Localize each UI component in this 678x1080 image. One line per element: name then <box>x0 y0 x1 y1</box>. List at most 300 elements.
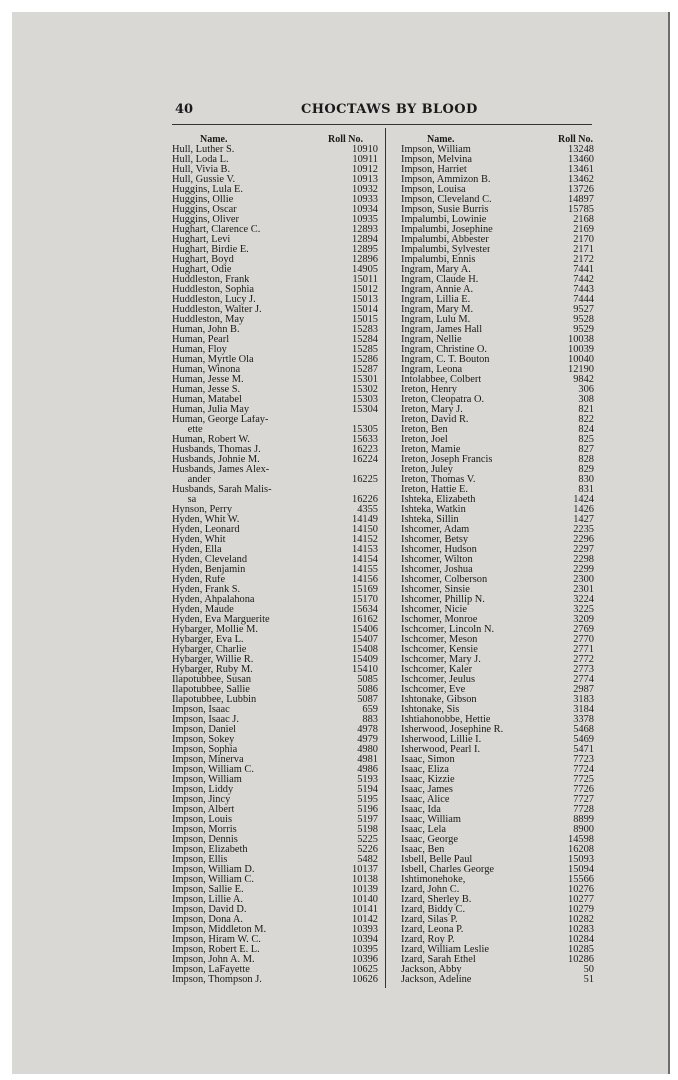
roll-entry <box>401 925 594 935</box>
entry-roll-number: 883 <box>362 714 378 725</box>
entry-roll-number: 7724 <box>573 764 594 775</box>
entry-name: Ishtonake, Gibson <box>401 695 477 705</box>
roll-entry <box>172 815 378 825</box>
roll-entry <box>172 235 378 245</box>
entry-roll-number: 15407 <box>352 634 378 645</box>
roll-entry <box>401 635 594 645</box>
roll-entry <box>172 445 378 455</box>
entry-roll-number: 7725 <box>573 774 594 785</box>
entry-roll-number: 2300 <box>573 574 594 585</box>
roll-entry <box>172 155 378 165</box>
roll-entry <box>401 485 594 495</box>
roll-entry <box>172 875 378 885</box>
entry-name: Ishcomer, Joshua <box>401 565 473 575</box>
roll-entry <box>172 485 378 495</box>
roll-entry <box>401 945 594 955</box>
entry-name: Hyden, Benjamin <box>172 565 246 575</box>
entry-name: Hyden, Ella <box>172 545 222 555</box>
entry-roll-number: 10933 <box>352 194 378 205</box>
entry-roll-number: 15093 <box>568 854 594 865</box>
entry-roll-number: 13460 <box>568 154 594 165</box>
entry-roll-number: 3209 <box>573 614 594 625</box>
roll-entry <box>172 315 378 325</box>
entry-roll-number: 15408 <box>352 644 378 655</box>
entry-name: Isaac, Alice <box>401 795 450 805</box>
entry-roll-number: 10284 <box>568 934 594 945</box>
entry-name: Hynson, Perry <box>172 505 233 515</box>
roll-entry <box>172 335 378 345</box>
entry-name: Hybarger, Willie R. <box>172 655 254 665</box>
roll-entry <box>401 195 594 205</box>
roll-entry <box>172 665 378 675</box>
roll-entry <box>172 795 378 805</box>
roll-entry <box>172 925 378 935</box>
roll-entry <box>401 685 594 695</box>
entry-name: Ishtonake, Sis <box>401 705 460 715</box>
entry-roll-number: 10395 <box>352 944 378 955</box>
roll-entry <box>401 335 594 345</box>
roll-entry <box>401 895 594 905</box>
entry-roll-number: 16224 <box>352 454 378 465</box>
entry-name: Ingram, Claude H. <box>401 275 479 285</box>
roll-entry <box>401 575 594 585</box>
entry-roll-number: 2301 <box>573 584 594 595</box>
entry-roll-number: 2170 <box>573 234 594 245</box>
entry-roll-number: 7442 <box>573 274 594 285</box>
roll-entry <box>172 475 378 485</box>
entry-name: Huggins, Oscar <box>172 205 237 215</box>
entry-roll-number: 10934 <box>352 204 378 215</box>
entry-name: Ilapotubbee, Lubbin <box>172 695 257 705</box>
entry-roll-number: 10139 <box>352 884 378 895</box>
roll-entry <box>172 515 378 525</box>
entry-roll-number: 10277 <box>568 894 594 905</box>
entry-name: Hull, Loda L. <box>172 155 229 165</box>
entry-roll-number: 2772 <box>573 654 594 665</box>
roll-entry <box>401 735 594 745</box>
entry-name: Isbell, Charles George <box>401 865 495 875</box>
roll-entry <box>172 435 378 445</box>
entry-roll-number: 659 <box>362 704 378 715</box>
entry-name: Ireton, Ben <box>401 425 448 435</box>
entry-name: Ingram, Annie A. <box>401 285 474 295</box>
entry-roll-number: 5194 <box>357 784 378 795</box>
entry-name: Impson, Isaac J. <box>172 715 239 725</box>
roll-entry <box>401 155 594 165</box>
entry-roll-number: 10625 <box>352 964 378 975</box>
entry-name: Huggins, Lula E. <box>172 185 243 195</box>
entry-name: Impalumbi, Lowinie <box>401 215 487 225</box>
entry-roll-number: 5196 <box>357 804 378 815</box>
entry-roll-number: 827 <box>578 444 594 455</box>
roll-entry <box>172 945 378 955</box>
entry-roll-number: 2235 <box>573 524 594 535</box>
roll-entry <box>401 835 594 845</box>
name-heading: Name. <box>200 134 228 145</box>
roll-entry <box>401 395 594 405</box>
entry-roll-number: 4979 <box>357 734 378 745</box>
entry-name: Ingram, Nellie <box>401 335 462 345</box>
roll-entry <box>401 215 594 225</box>
roll-entry <box>172 905 378 915</box>
entry-name: ander <box>172 475 211 485</box>
entry-roll-number: 14598 <box>568 834 594 845</box>
entry-name: Impson, Morris <box>172 825 237 835</box>
entry-name: Isaac, William <box>401 815 461 825</box>
entry-roll-number: 15285 <box>352 344 378 355</box>
entry-name: Ingram, Leona <box>401 365 463 375</box>
entry-roll-number: 14155 <box>352 564 378 575</box>
entry-name: Human, Floy <box>172 345 227 355</box>
entry-roll-number: 13462 <box>568 174 594 185</box>
roll-entry <box>401 955 594 965</box>
entry-name: Hyden, Cleveland <box>172 555 248 565</box>
roll-entry <box>172 205 378 215</box>
entry-name: Isbell, Belle Paul <box>401 855 473 865</box>
entry-name: Isherwood, Josephine R. <box>401 725 504 735</box>
entry-name: Impson, Dona A. <box>172 915 243 925</box>
entry-roll-number: 5225 <box>357 834 378 845</box>
entry-name: Human, Jesse S. <box>172 385 241 395</box>
roll-entry <box>401 775 594 785</box>
entry-roll-number: 5195 <box>357 794 378 805</box>
entry-name: Human, Pearl <box>172 335 230 345</box>
entry-name: Ishteka, Watkin <box>401 505 466 515</box>
entry-roll-number: 7443 <box>573 284 594 295</box>
roll-entry <box>401 525 594 535</box>
entry-roll-number: 10137 <box>352 864 378 875</box>
entry-roll-number: 16162 <box>352 614 378 625</box>
roll-entry <box>401 855 594 865</box>
entry-name: Isherwood, Pearl I. <box>401 745 481 755</box>
entry-roll-number: 10142 <box>352 914 378 925</box>
roll-entry <box>401 285 594 295</box>
entry-name: Ishcomer, Betsy <box>401 535 469 545</box>
entry-name: Ischcomer, Kensie <box>401 645 478 655</box>
entry-name: Izard, John C. <box>401 885 460 895</box>
entry-name: Human, Myrtle Ola <box>172 355 254 365</box>
roll-entry <box>172 395 378 405</box>
entry-name: Impson, Liddy <box>172 785 234 795</box>
entry-roll-number: 10911 <box>352 154 378 165</box>
roll-entry <box>401 865 594 875</box>
roll-entry <box>172 495 378 505</box>
roll-entry <box>401 385 594 395</box>
entry-roll-number: 4355 <box>357 504 378 515</box>
entry-roll-number: 10279 <box>568 904 594 915</box>
entry-name: Hyden, Maude <box>172 605 234 615</box>
entry-roll-number: 2773 <box>573 664 594 675</box>
entry-roll-number: 15302 <box>352 384 378 395</box>
entry-name: Impson, Albert <box>172 805 235 815</box>
roll-entry <box>401 715 594 725</box>
roll-entry <box>401 825 594 835</box>
roll-entry <box>172 605 378 615</box>
roll-entry <box>172 775 378 785</box>
entry-name: Human, Robert W. <box>172 435 250 445</box>
roll-entry <box>401 365 594 375</box>
entry-roll-number: 9527 <box>573 304 594 315</box>
roll-entry <box>401 405 594 415</box>
entry-name: Isaac, Lela <box>401 825 446 835</box>
roll-entry <box>401 765 594 775</box>
name-heading: Name. <box>427 134 455 145</box>
entry-name: Impson, Jincy <box>172 795 231 805</box>
entry-name: Impalumbi, Sylvester <box>401 245 491 255</box>
entry-roll-number: 13461 <box>568 164 594 175</box>
roll-entry <box>172 845 378 855</box>
entry-roll-number: 15012 <box>352 284 378 295</box>
entry-name: Ireton, David R. <box>401 415 469 425</box>
entry-name: Ingram, C. T. Bouton <box>401 355 490 365</box>
roll-entry <box>401 905 594 915</box>
entry-roll-number: 1426 <box>573 504 594 515</box>
scanned-page <box>12 12 670 1074</box>
entry-name: Ireton, Mamie <box>401 445 461 455</box>
roll-entry <box>172 355 378 365</box>
entry-name: Ischcomer, Mary J. <box>401 655 481 665</box>
roll-entry <box>172 635 378 645</box>
entry-roll-number: 15304 <box>352 404 378 415</box>
roll-entry <box>172 405 378 415</box>
entry-roll-number: 7726 <box>573 784 594 795</box>
entry-name: Huddleston, Frank <box>172 275 250 285</box>
entry-roll-number: 2774 <box>573 674 594 685</box>
entry-roll-number: 10138 <box>352 874 378 885</box>
entry-roll-number: 7441 <box>573 264 594 275</box>
roll-entry <box>172 265 378 275</box>
entry-roll-number: 15015 <box>352 314 378 325</box>
entry-name: Impson, Ellis <box>172 855 228 865</box>
entry-roll-number: 5471 <box>573 744 594 755</box>
entry-name: Hybarger, Mollie M. <box>172 625 258 635</box>
roll-entry <box>401 265 594 275</box>
roll-entry <box>172 595 378 605</box>
entry-name: Hyden, Frank S. <box>172 585 241 595</box>
entry-roll-number: 1427 <box>573 514 594 525</box>
roll-entry <box>172 645 378 655</box>
roll-entry <box>401 885 594 895</box>
entry-name: Huddleston, Lucy J. <box>172 295 256 305</box>
roll-entry <box>172 245 378 255</box>
roll-entry <box>172 735 378 745</box>
entry-roll-number: 5482 <box>357 854 378 865</box>
entry-roll-number: 16208 <box>568 844 594 855</box>
entry-roll-number: 15284 <box>352 334 378 345</box>
entry-roll-number: 3378 <box>573 714 594 725</box>
roll-entry <box>401 245 594 255</box>
roll-entry <box>172 935 378 945</box>
roll-entry <box>401 475 594 485</box>
roll-entry <box>172 325 378 335</box>
roll-entry <box>172 755 378 765</box>
entry-name: Ishteka, Sillin <box>401 515 459 525</box>
entry-roll-number: 2171 <box>573 244 594 255</box>
roll-entry <box>401 165 594 175</box>
entry-name: Hull, Luther S. <box>172 145 235 155</box>
roll-entry <box>172 375 378 385</box>
entry-roll-number: 14153 <box>352 544 378 555</box>
entry-name: Impson, Susie Burris <box>401 205 489 215</box>
entry-name: Izard, Biddy C. <box>401 905 466 915</box>
roll-entry <box>172 535 378 545</box>
roll-entry <box>172 555 378 565</box>
roll-entry <box>172 525 378 535</box>
entry-roll-number: 15305 <box>352 424 378 435</box>
roll-entry <box>401 455 594 465</box>
entry-roll-number: 14897 <box>568 194 594 205</box>
entry-name: Ireton, Cleopatra O. <box>401 395 485 405</box>
entry-name: Ireton, Juley <box>401 465 453 475</box>
header-rule <box>172 124 592 125</box>
roll-entry <box>401 145 594 155</box>
entry-name: Human, Matabel <box>172 395 242 405</box>
entry-name: Hyden, Rufe <box>172 575 226 585</box>
entry-roll-number: 2169 <box>573 224 594 235</box>
entry-roll-number: 4986 <box>357 764 378 775</box>
entry-name: Izard, Roy P. <box>401 935 455 945</box>
entry-name: Hyden, Leonard <box>172 525 240 535</box>
entry-roll-number: 4980 <box>357 744 378 755</box>
entry-roll-number: 15287 <box>352 364 378 375</box>
entry-roll-number: 14154 <box>352 554 378 565</box>
entry-roll-number: 16223 <box>352 444 378 455</box>
entry-roll-number: 10913 <box>352 174 378 185</box>
roll-entry <box>172 915 378 925</box>
entry-roll-number: 1424 <box>573 494 594 505</box>
entry-roll-number: 2771 <box>573 644 594 655</box>
roll-entry <box>172 145 378 155</box>
entry-name: Ishcomer, Phillip N. <box>401 595 485 605</box>
roll-entry <box>172 255 378 265</box>
roll-entry <box>172 575 378 585</box>
entry-name: Jackson, Adeline <box>401 975 472 985</box>
entry-roll-number: 15303 <box>352 394 378 405</box>
entry-name: Impson, William <box>401 145 471 155</box>
entry-name: Izard, Silas P. <box>401 915 458 925</box>
entry-name: Husbands, Johnie M. <box>172 455 260 465</box>
entry-roll-number: 14152 <box>352 534 378 545</box>
roll-entry <box>172 965 378 975</box>
roll-entry <box>401 815 594 825</box>
entry-roll-number: 4981 <box>357 754 378 765</box>
entry-name: Hughart, Odie <box>172 265 232 275</box>
entry-name: Impson, Louis <box>172 815 233 825</box>
entry-name: Impson, Daniel <box>172 725 237 735</box>
roll-entry <box>172 415 378 425</box>
roll-entry <box>172 295 378 305</box>
roll-entry <box>172 865 378 875</box>
entry-name: Izard, Sarah Ethel <box>401 955 476 965</box>
entry-name: Impson, Elizabeth <box>172 845 248 855</box>
roll-entry <box>172 225 378 235</box>
column-divider <box>385 128 386 988</box>
entry-name: Ingram, Lillia E. <box>401 295 471 305</box>
roll-heading: Roll No. <box>558 134 593 145</box>
entry-name: Ilapotubbee, Susan <box>172 675 252 685</box>
entry-name: Human, Julia May <box>172 405 250 415</box>
roll-entry <box>172 505 378 515</box>
roll-entry <box>401 325 594 335</box>
entry-roll-number: 7728 <box>573 804 594 815</box>
roll-entry <box>401 935 594 945</box>
entry-roll-number: 16226 <box>352 494 378 505</box>
roll-entry <box>401 425 594 435</box>
entry-roll-number: 50 <box>583 964 594 975</box>
entry-name: Ischomer, Monroe <box>401 615 478 625</box>
entry-roll-number: 15169 <box>352 584 378 595</box>
roll-entry <box>401 555 594 565</box>
entry-roll-number: 5469 <box>573 734 594 745</box>
roll-entry <box>172 345 378 355</box>
entry-roll-number: 828 <box>578 454 594 465</box>
roll-entry <box>401 345 594 355</box>
entry-roll-number: 13726 <box>568 184 594 195</box>
entry-roll-number: 12893 <box>352 224 378 235</box>
roll-entry <box>172 545 378 555</box>
entry-roll-number: 15011 <box>352 274 378 285</box>
entry-roll-number: 12190 <box>568 364 594 375</box>
entry-roll-number: 10393 <box>352 924 378 935</box>
roll-entry <box>172 625 378 635</box>
entry-roll-number: 7444 <box>573 294 594 305</box>
entry-roll-number: 10394 <box>352 934 378 945</box>
entry-name: Isaac, George <box>401 835 458 845</box>
roll-entry <box>401 585 594 595</box>
entry-name: Impson, Louisa <box>401 185 466 195</box>
entry-name: Impson, Hiram W. C. <box>172 935 261 945</box>
roll-entry <box>401 435 594 445</box>
entry-name: Ingram, Christine O. <box>401 345 487 355</box>
entry-name: Hyden, Whit <box>172 535 226 545</box>
entry-name: Hybarger, Charlie <box>172 645 247 655</box>
entry-roll-number: 821 <box>578 404 594 415</box>
entry-roll-number: 5193 <box>357 774 378 785</box>
entry-roll-number: 15406 <box>352 624 378 635</box>
entry-name: Impson, Thompson J. <box>172 975 262 985</box>
roll-entry <box>172 825 378 835</box>
entry-name: Huggins, Ollie <box>172 195 234 205</box>
roll-entry <box>172 455 378 465</box>
roll-entry <box>172 855 378 865</box>
roll-entry <box>172 465 378 475</box>
roll-entry <box>401 185 594 195</box>
entry-name: sa <box>172 495 197 505</box>
roll-entry <box>401 415 594 425</box>
roll-entry <box>172 725 378 735</box>
entry-roll-number: 10935 <box>352 214 378 225</box>
entry-roll-number: 14156 <box>352 574 378 585</box>
entry-roll-number: 15170 <box>352 594 378 605</box>
entry-roll-number: 16225 <box>352 474 378 485</box>
entry-roll-number: 10396 <box>352 954 378 965</box>
roll-entry <box>172 185 378 195</box>
entry-name: Ireton, Joseph Francis <box>401 455 493 465</box>
entry-roll-number: 5226 <box>357 844 378 855</box>
roll-entry <box>401 745 594 755</box>
entry-roll-number: 7727 <box>573 794 594 805</box>
entry-roll-number: 10285 <box>568 944 594 955</box>
roll-entry <box>401 355 594 365</box>
entry-name: Ingram, Mary M. <box>401 305 474 315</box>
entry-name: Ischcomer, Eve <box>401 685 466 695</box>
entry-name: Hyden, Eva Marguerite <box>172 615 270 625</box>
entry-name: Ishcomer, Adam <box>401 525 470 535</box>
roll-entry <box>172 385 378 395</box>
entry-roll-number: 15410 <box>352 664 378 675</box>
roll-entry <box>401 305 594 315</box>
entry-name: Huddleston, May <box>172 315 245 325</box>
